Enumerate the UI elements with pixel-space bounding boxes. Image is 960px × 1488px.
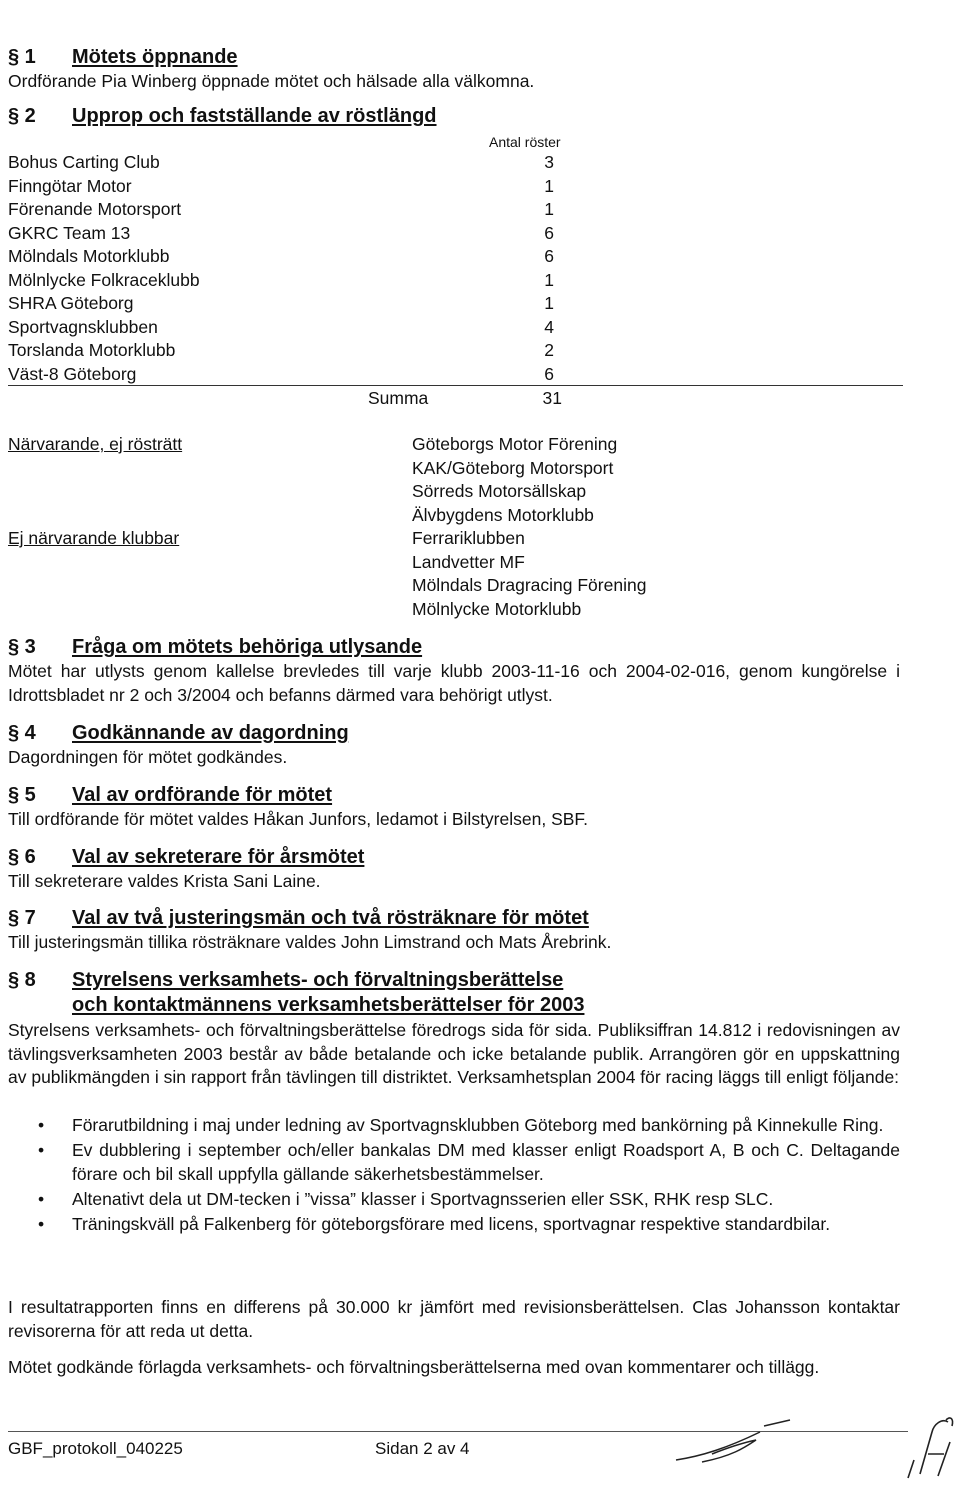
section-number: § 3	[8, 636, 36, 658]
section-title: Fråga om mötets behöriga utlysande	[72, 636, 423, 658]
footer-page-number: Sidan 2 av 4	[375, 1439, 470, 1458]
table-row	[8, 269, 568, 293]
section-number: § 6	[8, 846, 36, 868]
section-number: § 8	[8, 969, 36, 991]
list-item: Sörreds Motorsällskap	[412, 481, 587, 501]
section-number: § 1	[8, 46, 36, 68]
section-3-heading	[8, 635, 422, 660]
vote-count: 1	[544, 293, 554, 313]
initials-signature-icon	[672, 1418, 792, 1468]
list-item: Ferrariklubben	[412, 528, 525, 548]
sum-value: 31	[542, 388, 562, 408]
club-name: Finngötar Motor	[8, 175, 132, 196]
footer-document-id: GBF_protokoll_040225	[8, 1439, 183, 1458]
club-name: Förenande Motorsport	[8, 199, 182, 219]
list-item: Mölndals Dragracing Förening	[412, 575, 647, 595]
absent-clubs-label: Ej närvarande klubbar	[8, 528, 180, 548]
section-4-text: Dagordningen för mötet godkändes.	[8, 747, 288, 767]
bullet-icon: •	[38, 1188, 45, 1209]
club-name: GKRC Team 13	[8, 222, 131, 243]
section-5-text: Till ordförande för mötet valdes Håkan Junfors, ledamot i Bilstyrelsen, SBF.	[8, 809, 589, 829]
bullet-text: Altenativt dela ut DM-tecken i ”vissa” klasser i Sportvagnsserien eller SSK, RHK resp SLC.	[72, 1188, 774, 1209]
bullet-icon: •	[38, 1140, 45, 1160]
vote-count: 1	[544, 175, 554, 196]
vote-count: 1	[544, 269, 554, 290]
section-title: Styrelsens verksamhets- och förvaltningsberättelse	[72, 969, 564, 991]
handwritten-initials-icon	[898, 1412, 956, 1482]
table-row	[8, 363, 568, 387]
vote-count: 6	[544, 246, 554, 266]
bullet-icon: •	[38, 1213, 45, 1234]
list-item: Göteborgs Motor Förening	[412, 434, 618, 454]
section-8-paragraph-2: I resultatrapporten finns en differens på 30.000 kr jämfört med revisionsberättelsen. Clas Johansson kontaktar revisorerna för att reda ut detta.	[8, 1297, 900, 1341]
sum-divider	[8, 385, 903, 386]
section-8-title-line2: och kontaktmännens verksamhetsberättelser för 2003	[72, 994, 585, 1016]
section-title: Upprop och fastställande av röstlängd	[72, 105, 437, 127]
list-item: Älvbygdens Motorklubb	[412, 504, 594, 525]
bullet-icon: •	[38, 1115, 45, 1135]
club-name: Mölndals Motorklubb	[8, 246, 170, 266]
vote-count: 6	[544, 222, 554, 243]
section-number: § 4	[8, 722, 36, 744]
club-name: Väst-8 Göteborg	[8, 363, 137, 384]
vote-count: 4	[544, 316, 554, 337]
section-8-paragraph-1: Styrelsens verksamhets- och förvaltningsberättelse föredrogs sida för sida. Publiksiffran 14.812 i redovisningen av tävlingsverksamheten 2003 består av både betalande och icke betalande publik. Arrangören gör en uppskattning av publikmängden i sin rapport från tävlingen till distriktet. Verksamhetsplan 2004 för racing läggs till enligt följande:	[8, 1020, 900, 1087]
list-item	[8, 1213, 900, 1237]
section-7-heading	[8, 906, 589, 931]
bullet-text: Förarutbildning i maj under ledning av Sportvagnsklubben Göteborg med bankörning på Kinnekulle Ring.	[72, 1115, 884, 1135]
bullet-list	[8, 1114, 900, 1238]
table-row	[8, 222, 568, 246]
section-1-text: Ordförande Pia Winberg öppnade mötet och hälsade alla välkomna.	[8, 71, 535, 91]
section-number: § 2	[8, 105, 36, 127]
sum-label: Summa	[368, 388, 429, 408]
section-title: Val av ordförande för mötet	[72, 784, 333, 806]
table-row	[8, 151, 568, 175]
club-name: Mölnlycke Folkraceklubb	[8, 269, 200, 290]
voter-table	[8, 151, 568, 386]
section-4-heading	[8, 721, 349, 746]
club-name: SHRA Göteborg	[8, 293, 134, 313]
section-8-paragraph-3: Mötet godkände förlagda verksamhets- och förvaltningsberättelserna med ovan kommentarer och tillägg.	[8, 1357, 820, 1377]
vote-count: 3	[544, 152, 554, 172]
votes-column-header: Antal röster	[489, 134, 561, 150]
table-row	[8, 292, 568, 316]
club-list	[412, 433, 646, 621]
vote-count: 6	[544, 363, 554, 384]
vote-count: 1	[544, 199, 554, 219]
vote-count: 2	[544, 340, 554, 360]
club-name: Sportvagnsklubben	[8, 316, 158, 337]
list-item	[8, 1114, 900, 1138]
section-7-text: Till justeringsmän tillika rösträknare valdes John Limstrand och Mats Årebrink.	[8, 932, 612, 952]
list-item	[8, 1188, 900, 1212]
table-row	[8, 316, 568, 340]
table-row	[8, 339, 568, 363]
section-1-heading	[8, 45, 238, 70]
table-row	[8, 198, 568, 222]
bullet-text: Träningskväll på Falkenberg för göteborgsförare med licens, sportvagnar respektive standardbilar.	[72, 1213, 831, 1234]
table-row	[8, 175, 568, 199]
table-row	[8, 245, 568, 269]
section-6-text: Till sekreterare valdes Krista Sani Laine.	[8, 871, 321, 891]
section-2-heading	[8, 104, 437, 129]
list-item: Mölnlycke Motorklubb	[412, 598, 582, 619]
present-no-vote-label: Närvarande, ej rösträtt	[8, 434, 183, 454]
section-6-heading	[8, 845, 364, 870]
club-name: Bohus Carting Club	[8, 152, 160, 172]
section-title: Val av sekreterare för årsmötet	[72, 846, 365, 868]
section-title: Mötets öppnande	[72, 46, 238, 68]
section-8-heading	[8, 968, 563, 993]
list-item	[8, 1139, 900, 1186]
section-3-text: Mötet har utlysts genom kallelse brevledes till varje klubb 2003-11-16 och 2004-02-016, genom kungörelse i Idrottsbladet nr 2 och 3/2004 och befanns därmed vara behörigt utlyst.	[8, 661, 900, 705]
club-name: Torslanda Motorklubb	[8, 340, 176, 360]
section-number: § 7	[8, 907, 36, 929]
list-item: KAK/Göteborg Motorsport	[412, 457, 614, 478]
section-5-heading	[8, 783, 332, 808]
section-number: § 5	[8, 784, 36, 806]
bullet-text: Ev dubblering i september och/eller bankalas DM med klasser enligt Roadsport A, B och C. Deltagande förare och bil skall uppfylla gällande säkerhetsbestämmelser.	[72, 1140, 900, 1184]
section-title: Godkännande av dagordning	[72, 722, 349, 744]
list-item: Landvetter MF	[412, 551, 525, 572]
section-title: Val av två justeringsmän och två rösträknare för mötet	[72, 907, 589, 929]
